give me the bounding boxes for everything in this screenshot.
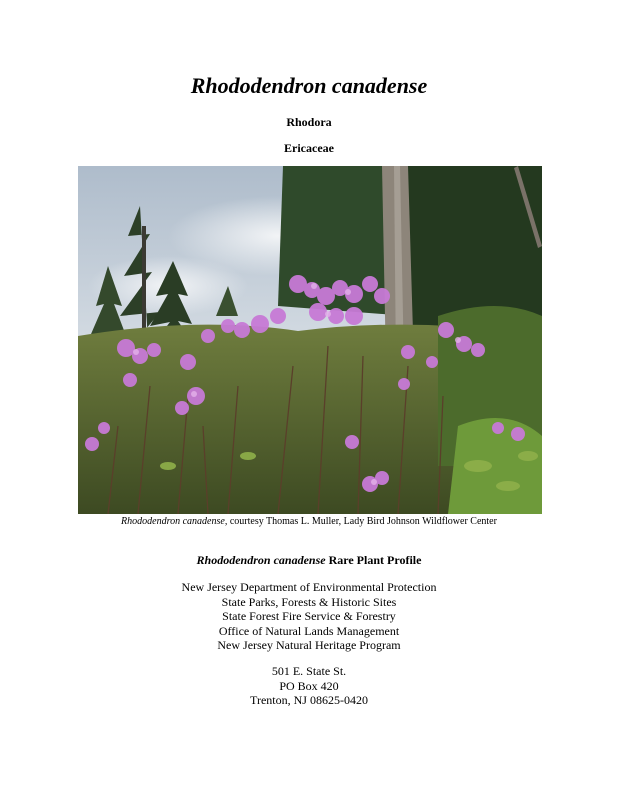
- organization-line: New Jersey Department of Environmental Protection: [181, 580, 437, 594]
- organization-line: New Jersey Natural Heritage Program: [217, 638, 401, 652]
- profile-heading: [0, 552, 618, 568]
- profile-label: Rare Plant Profile: [325, 553, 422, 567]
- family-name: Ericaceae: [284, 141, 334, 155]
- address-line: 501 E. State St.: [271, 664, 347, 678]
- profile-species: Rhododendron canadense: [196, 553, 326, 567]
- address-block: [0, 664, 618, 708]
- caption-credit: courtesy Thomas L. Muller, Lady Bird Johnson Wildflower Center: [227, 516, 497, 527]
- address-line: PO Box 420: [279, 678, 339, 693]
- organization-line: State Forest Fire Service & Forestry: [222, 609, 396, 623]
- document-title: Rhododendron canadense: [190, 73, 428, 98]
- organization-line: Office of Natural Lands Management: [218, 623, 400, 638]
- address-line: Trenton, NJ 08625-0420: [250, 693, 368, 707]
- caption-species: Rhododendron canadense,: [121, 516, 228, 527]
- flowering-shrub-photo: [78, 166, 542, 514]
- organization-line: State Parks, Forests & Historic Sites: [221, 594, 397, 609]
- photo-caption: [0, 515, 618, 528]
- organization-block: [0, 580, 618, 653]
- common-name: Rhodora: [286, 115, 332, 129]
